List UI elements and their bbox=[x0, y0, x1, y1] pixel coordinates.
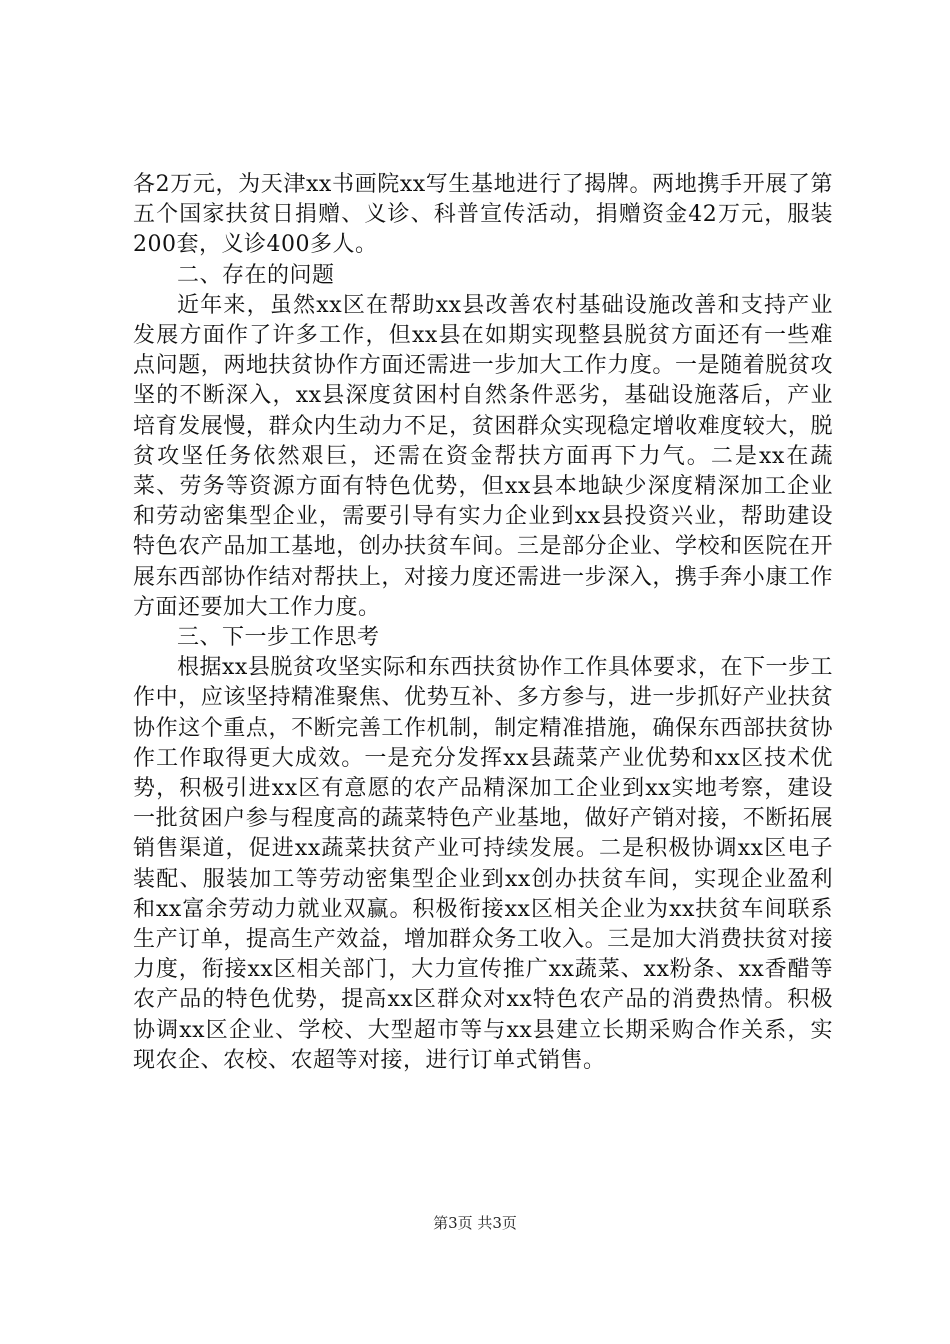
document-body bbox=[133, 170, 833, 1076]
problems-paragraph: 近年来，虽然xx区在帮助xx县改善农村基础设施改善和支持产业发展方面作了许多工作，但xx县在如期实现整县脱贫方面还有一些难点问题，两地扶贫协作方面还需进一步加大工作力度。一是随着脱贫攻坚的不断深入，xx县深度贫困村自然条件恶劣，基础设施落后，产业培育发展慢，群众内生动力不足，贫困群众实现稳定增收难度较大，脱贫攻坚任务依然艰巨，还需在资金帮扶方面再下力气。二是xx在蔬菜、劳务等资源方面有特色优势，但xx县本地缺少深度精深加工企业和劳动密集型企业，需要引导有实力企业到xx县投资兴业，帮助建设特色农产品加工基地，创办扶贫车间。三是部分企业、学校和医院在开展东西部协作结对帮扶上，对接力度还需进一步深入，携手奔小康工作方面还要加大工作力度。 bbox=[133, 292, 833, 620]
page-number-footer: 第3页 共3页 bbox=[433, 1214, 517, 1232]
intro-paragraph: 各2万元，为天津xx书画院xx写生基地进行了揭牌。两地携手开展了第五个国家扶贫日捐赠、义诊、科普宣传活动，捐赠资金42万元，服装200套，义诊400多人。 bbox=[133, 172, 833, 258]
section-heading-next-steps: 三、下一步工作思考 bbox=[177, 625, 380, 651]
next-steps-paragraph: 根据xx县脱贫攻坚实际和东西扶贫协作工作具体要求，在下一步工作中，应该坚持精准聚焦、优势互补、多方参与，进一步抓好产业扶贫协作这个重点，不断完善工作机制，制定精准措施，确保东西部扶贫协作工作取得更大成效。一是充分发挥xx县蔬菜产业优势和xx区技术优势，积极引进xx区有意愿的农产品精深加工企业到xx实地考察，建设一批贫困户参与程度高的蔬菜特色产业基地，做好产销对接，不断拓展销售渠道，促进xx蔬菜扶贫产业可持续发展。二是积极协调xx区电子装配、服装加工等劳动密集型企业到xx创办扶贫车间，实现企业盈利和xx富余劳动力就业双赢。积极衔接xx区相关企业为xx扶贫车间联系生产订单，提高生产效益，增加群众务工收入。三是加大消费扶贫对接力度，衔接xx区相关部门，大力宣传推广xx蔬菜、xx粉条、xx香醋等农产品的特色优势，提高xx区群众对xx特色农产品的消费热情。积极协调xx区企业、学校、大型超市等与xx县建立长期采购合作关系，实现农企、农校、农超等对接，进行订单式销售。 bbox=[133, 655, 833, 1073]
section-heading-problems: 二、存在的问题 bbox=[177, 262, 335, 288]
